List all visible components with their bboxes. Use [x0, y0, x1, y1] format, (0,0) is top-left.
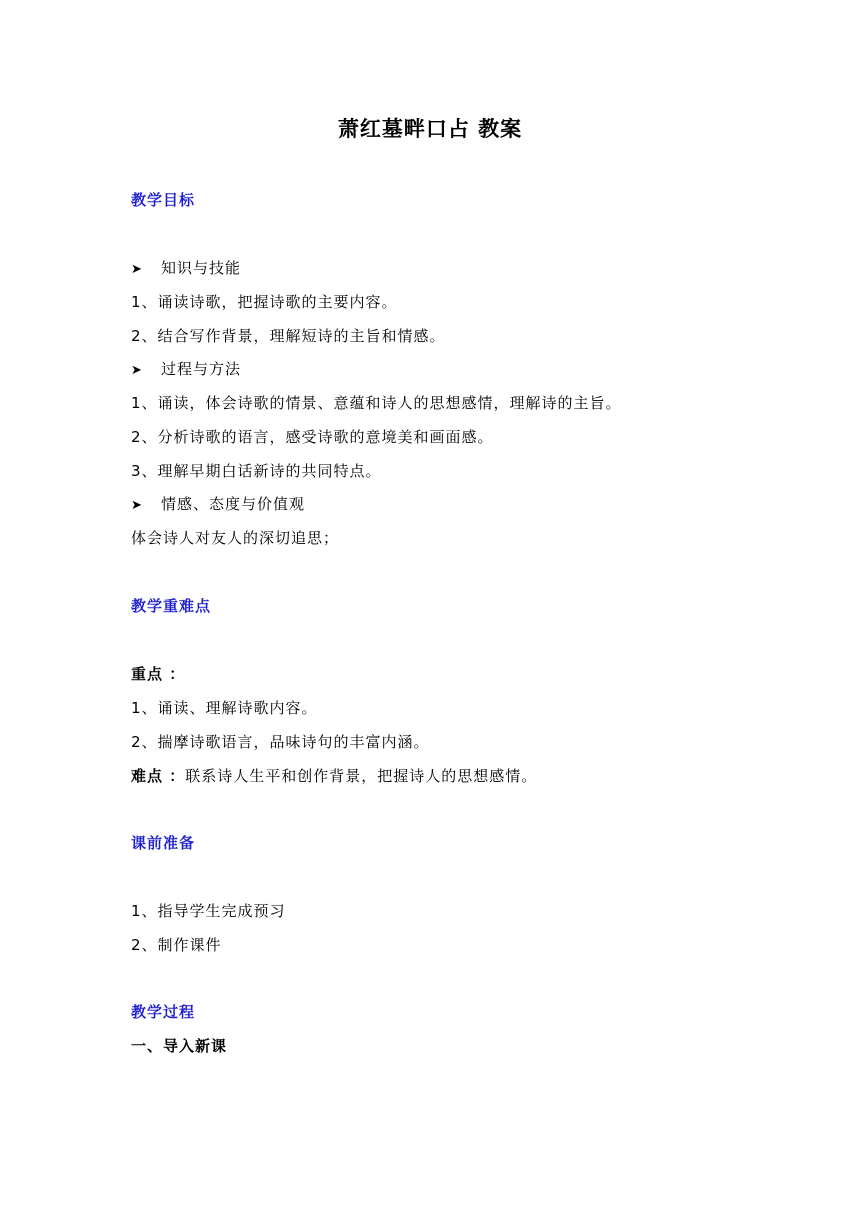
objective-line: 3、理解早期白话新诗的共同特点。: [131, 462, 382, 480]
section-heading-key-points: 教学重难点: [131, 597, 212, 615]
preparation-line: 1、指导学生完成预习: [131, 902, 286, 920]
process-subheading: 一、导入新课: [131, 1037, 228, 1055]
objective-line: 1、诵读诗歌，把握诗歌的主要内容。: [131, 293, 398, 311]
bullet-item-process: [131, 358, 241, 379]
objective-line: 2、结合写作背景，理解短诗的主旨和情感。: [131, 327, 446, 345]
key-point-label: 重点 ：: [131, 665, 186, 683]
key-point-line: 2、揣摩诗歌语言，品味诗句的丰富内涵。: [131, 733, 430, 751]
bullet-item-knowledge: [131, 257, 241, 278]
arrowhead-bullet-icon: ➤: [131, 363, 143, 378]
arrowhead-bullet-icon: ➤: [131, 498, 143, 513]
objective-line: 1、诵读，体会诗歌的情景、意蕴和诗人的思想感情，理解诗的主旨。: [131, 394, 622, 412]
section-heading-objectives: 教学目标: [131, 191, 196, 209]
document-title: 萧红墓畔口占 教案: [337, 117, 523, 141]
bullet-label: 过程与方法: [161, 360, 242, 378]
objective-line: 2、分析诗歌的语言，感受诗歌的意境美和画面感。: [131, 428, 494, 446]
bullet-item-attitude: [131, 493, 305, 514]
arrowhead-bullet-icon: ➤: [131, 262, 143, 277]
section-heading-process: 教学过程: [131, 1003, 196, 1021]
section-heading-preparation: 课前准备: [131, 834, 196, 852]
difficulty-label: 难点 ：: [131, 767, 186, 785]
bullet-label: 情感、态度与价值观: [161, 495, 306, 513]
difficulty-line: [131, 765, 537, 786]
objective-line: 体会诗人对友人的深切追思；: [131, 529, 340, 547]
difficulty-text: 联系诗人生平和创作背景，把握诗人的思想感情。: [185, 767, 538, 785]
key-point-line: 1、诵读、理解诗歌内容。: [131, 699, 318, 717]
bullet-label: 知识与技能: [161, 259, 242, 277]
preparation-line: 2、制作课件: [131, 936, 222, 954]
